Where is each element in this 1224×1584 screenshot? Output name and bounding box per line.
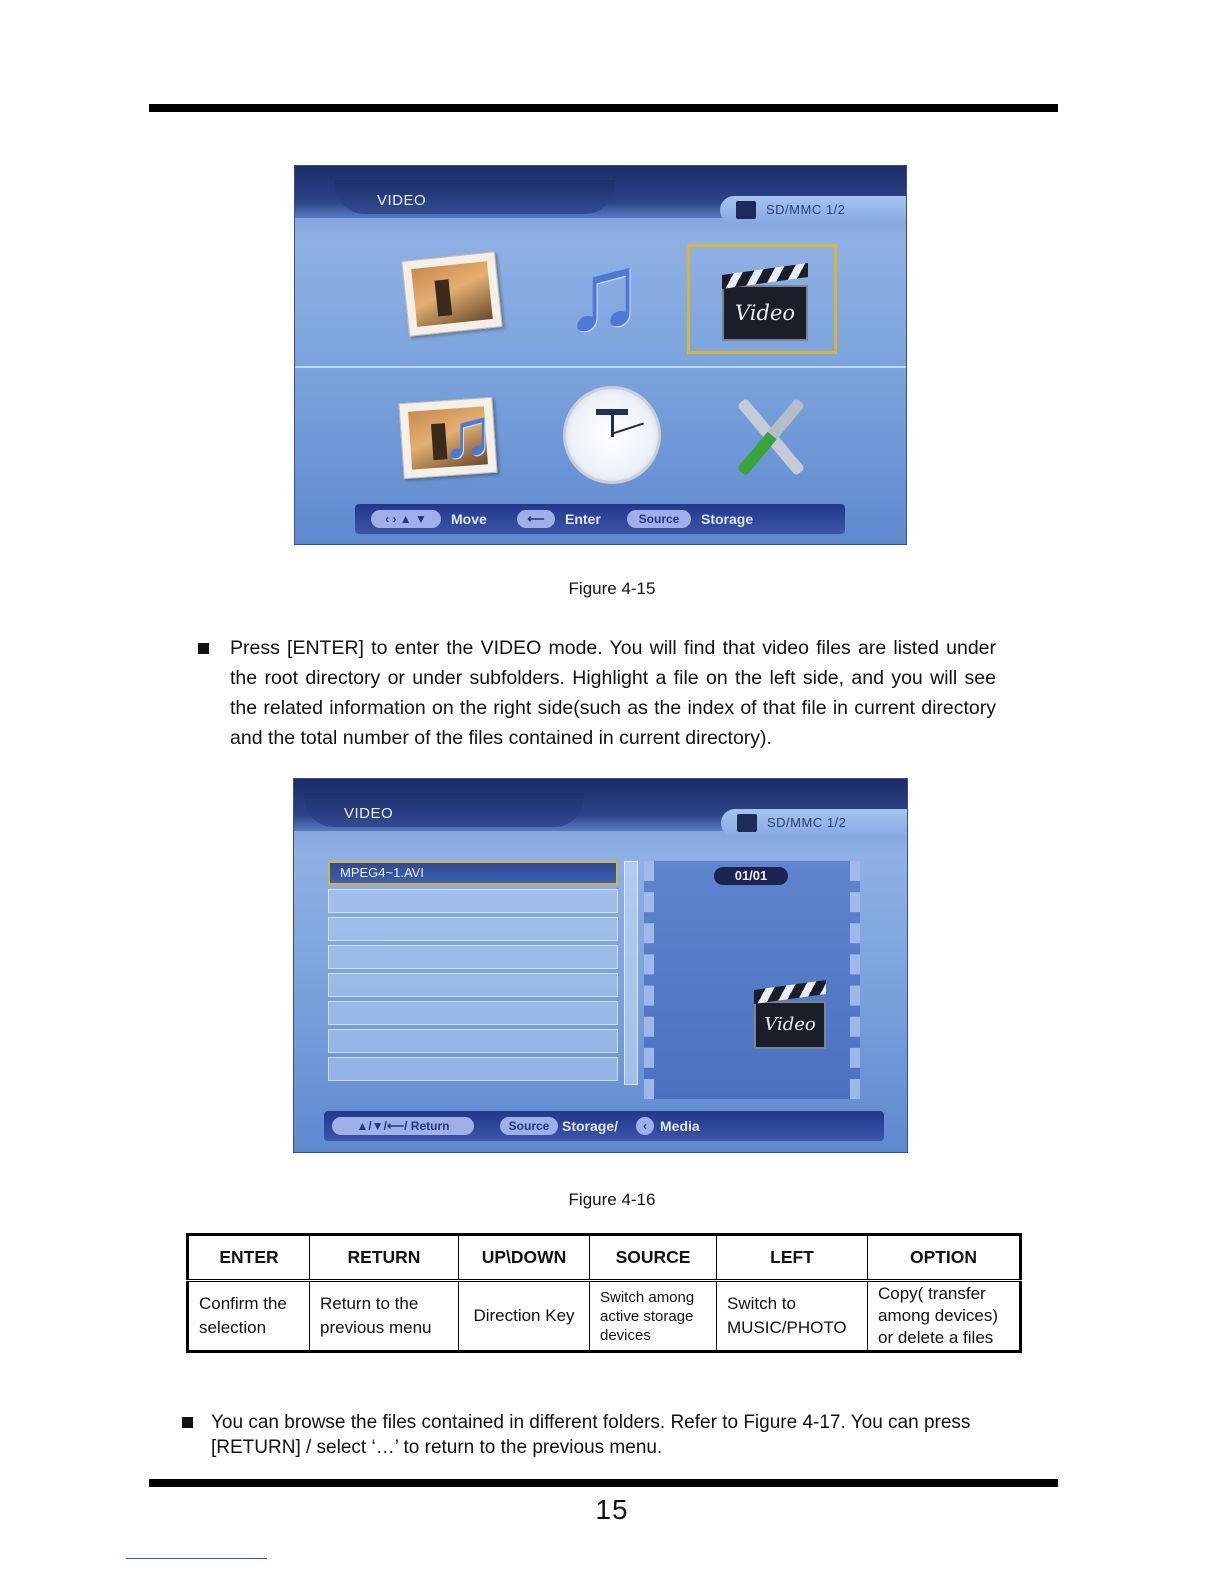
cell-return: Return to the previous menu: [310, 1281, 459, 1352]
file-row-selected[interactable]: MPEG4~1.AVI: [328, 861, 618, 885]
file-row[interactable]: [328, 1057, 618, 1081]
page-number: 15: [595, 1494, 629, 1525]
file-row[interactable]: [328, 945, 618, 969]
file-list-scrollbar[interactable]: [624, 861, 638, 1085]
bottom-rule: [149, 1479, 1058, 1487]
enter-video-paragraph: Press [ENTER] to enter the VIDEO mode. You will find that video files are listed under the root directory or under subfolders. Highlight a file on the left side, and you will see the related information on the right side(such as the index of that file in current directory and the total number of the files contained in current directory).: [230, 637, 996, 749]
video-clapper-icon: Video: [754, 1001, 826, 1049]
header-option: OPTION: [868, 1235, 1021, 1281]
sd-card-icon: [737, 814, 757, 832]
source-key-icon: Source: [627, 510, 691, 528]
file-list: [328, 861, 618, 1085]
footnote-rule: [126, 1558, 267, 1559]
cell-updown: Direction Key: [459, 1281, 590, 1352]
media-hint: Media: [660, 1118, 700, 1134]
preview-panel: [644, 861, 860, 1099]
clock-menu-tile[interactable]: [557, 384, 677, 484]
storage-indicator: [721, 809, 907, 837]
header-return: RETURN: [310, 1235, 459, 1281]
source-key-icon: Source: [500, 1117, 558, 1135]
file-index-badge: 01/01: [714, 867, 788, 885]
enter-key-icon: ⟵: [517, 510, 555, 528]
file-row[interactable]: [328, 917, 618, 941]
music-menu-tile[interactable]: [553, 231, 673, 352]
clock-icon: [563, 386, 661, 484]
figure-caption-4-15: Figure 4-15: [568, 579, 656, 598]
screen-title: VIDEO: [344, 805, 394, 822]
file-row[interactable]: [328, 1001, 618, 1025]
top-rule: [149, 104, 1058, 112]
cell-source: Switch among active storage devices: [590, 1281, 717, 1352]
storage-indicator: [720, 196, 906, 224]
header-left: LEFT: [717, 1235, 868, 1281]
video-file-browser-screenshot: [293, 778, 908, 1153]
header-enter: ENTER: [188, 1235, 310, 1281]
button-hint-bar: [324, 1111, 884, 1141]
storage-hint: Storage: [701, 511, 754, 527]
file-row[interactable]: [328, 1029, 618, 1053]
left-key-icon: ‹: [636, 1117, 654, 1135]
key-function-table: [186, 1233, 1022, 1353]
photo-icon: [401, 251, 502, 336]
bullet: [198, 643, 209, 654]
storage-label: SD/MMC 1/2: [766, 202, 846, 217]
video-menu-tile[interactable]: [687, 244, 837, 354]
cell-option: Copy( transfer among devices) or delete a files: [868, 1281, 1021, 1352]
navigation-keys-icon: ▲/▼/⟵/ Return: [332, 1117, 474, 1135]
tools-icon: [725, 391, 815, 481]
header-source: SOURCE: [590, 1235, 717, 1281]
file-row[interactable]: [328, 889, 618, 913]
header-updown: UP\DOWN: [459, 1235, 590, 1281]
screen-title: VIDEO: [377, 192, 427, 209]
arrow-keys-icon: ‹ › ▲ ▼: [371, 510, 441, 528]
move-hint: Move: [451, 511, 487, 527]
figure-caption-4-16: Figure 4-16: [568, 1190, 656, 1209]
sd-card-icon: [736, 201, 756, 219]
button-hint-bar: [355, 504, 845, 534]
settings-menu-tile[interactable]: [725, 391, 845, 491]
photo-menu-tile[interactable]: [387, 244, 507, 344]
slideshow-note-icon: ♫: [441, 394, 494, 472]
video-clapper-icon: Video: [722, 285, 808, 341]
menu-divider: [295, 366, 906, 368]
cell-left: Switch to MUSIC/PHOTO: [717, 1281, 868, 1352]
cell-enter: Confirm the selection: [188, 1281, 310, 1352]
bullet: [182, 1417, 193, 1428]
enter-hint: Enter: [565, 511, 601, 527]
video-menu-screenshot: [294, 165, 907, 545]
storage-label: SD/MMC 1/2: [767, 815, 847, 830]
music-note-icon: ♫: [563, 231, 644, 352]
slideshow-menu-tile[interactable]: [387, 384, 507, 484]
browse-folders-paragraph: You can browse the files contained in different folders. Refer to Figure 4-17. You can press [RETURN] / select ‘…’ to return to the previous menu.: [211, 1412, 971, 1458]
file-row[interactable]: [328, 973, 618, 997]
storage-hint: Storage/: [562, 1118, 619, 1134]
